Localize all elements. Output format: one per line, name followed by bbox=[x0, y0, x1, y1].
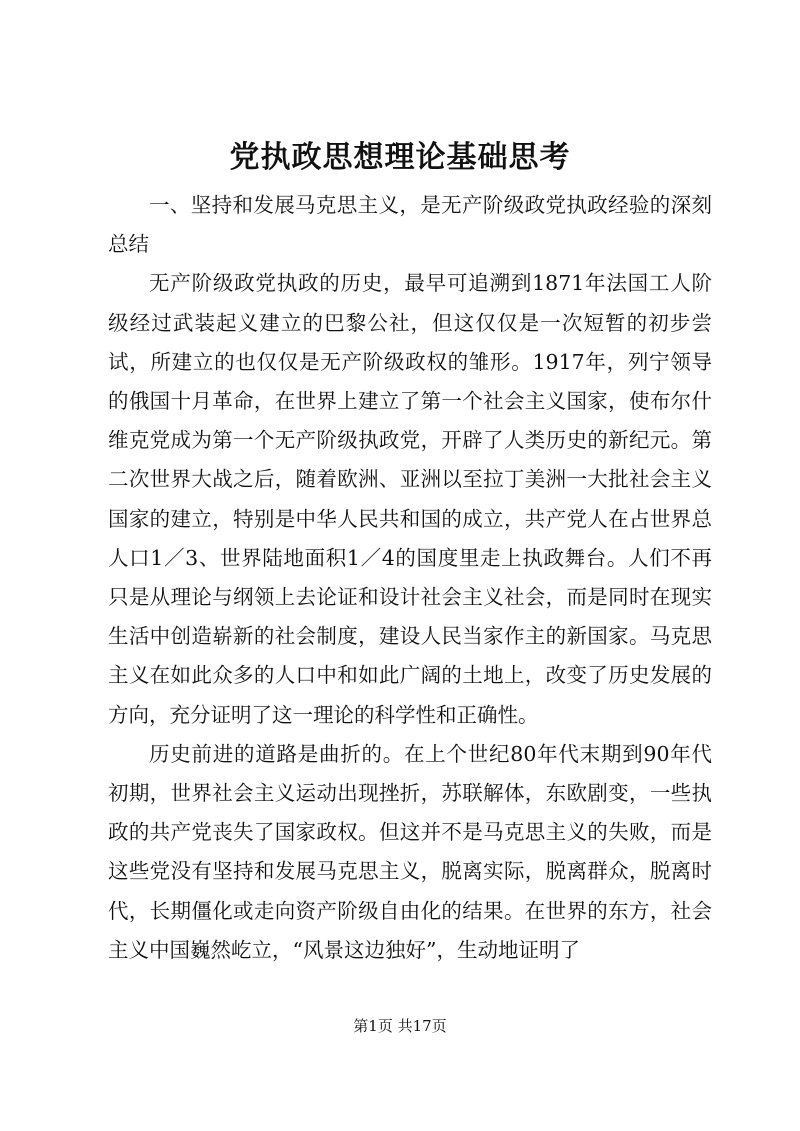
body-paragraph: 历史前进的道路是曲折的。在上个世纪80年代末期到90年代初期，世界社会主义运动出现挫折，苏联解体，东欧剧变，一些执政的共产党丧失了国家政权。但这并不是马克思主义的失败，而是这些党没有坚持和发展马克思主义，脱离实际，脱离群众，脱离时代，长期僵化或走向资产阶级自由化的结果。在世界的东方，社会主义中国巍然屹立，“风景这边独好”，生动地证明了 bbox=[108, 741, 712, 962]
document-title: 党执政思想理论基础思考 bbox=[229, 140, 571, 175]
document-body bbox=[108, 186, 712, 970]
page-number-footer: 第1页 共17页 bbox=[353, 1017, 447, 1035]
body-paragraph: 无产阶级政党执政的历史，最早可追溯到1871年法国工人阶级经过武装起义建立的巴黎公社，但这仅仅是一次短暂的初步尝试，所建立的也仅仅是无产阶级政权的雏形。1917年，列宁领导的俄国十月革命，在世界上建立了第一个社会主义国家，使布尔什维克党成为第一个无产阶级执政党，开辟了人类历史的新纪元。第二次世界大战之后，随着欧洲、亚洲以至拉丁美洲一大批社会主义国家的建立，特别是中华人民共和国的成立，共产党人在占世界总人口1／3、世界陆地面积1／4的国度里走上执政舞台。人们不再只是从理论与纲领上去论证和设计社会主义社会，而是同时在现实生活中创造崭新的社会制度，建设人民当家作主的新国家。马克思主义在如此众多的人口中和如此广阔的土地上，改变了历史发展的方向，充分证明了这一理论的科学性和正确性。 bbox=[108, 271, 712, 727]
section-heading: 一、坚持和发展马克思主义，是无产阶级政党执政经验的深刻总结 bbox=[108, 193, 712, 257]
